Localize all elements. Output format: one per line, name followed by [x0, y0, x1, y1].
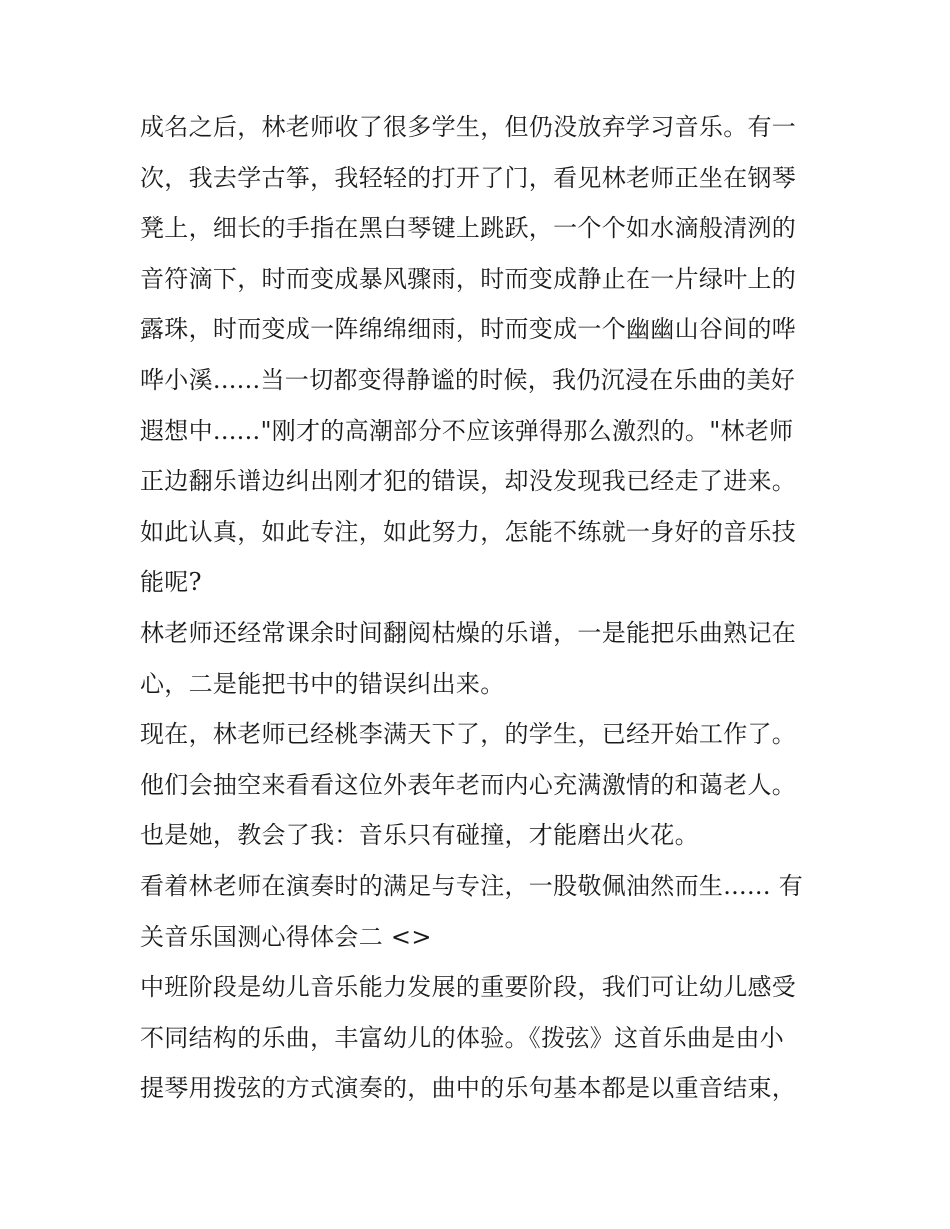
text-line: 中班阶段是幼儿音乐能力发展的重要阶段，我们可让幼儿感受 [140, 973, 797, 1002]
text-line: 他们会抽空来看看这位外表年老而内心充满激情的和蔼老人。 [140, 770, 797, 799]
text-line: 现在，林老师已经桃李满天下了，的学生，已经开始工作了。 [140, 720, 797, 749]
text-line: 提琴用拨弦的方式演奏的，曲中的乐句基本都是以重音结束， [140, 1074, 797, 1103]
text-line: 正边翻乐谱边纠出刚才犯的错误，却没发现我已经走了进来。 [140, 467, 797, 496]
text-line: 哗小溪......当一切都变得静谧的时候，我仍沉浸在乐曲的美好 [140, 365, 796, 394]
body-text [140, 102, 820, 1114]
text-line: 林老师还经常课余时间翻阅枯燥的乐谱，一是能把乐曲熟记在 [140, 618, 797, 647]
text-line: 能呢? [140, 568, 202, 597]
text-line: 遐想中......"刚才的高潮部分不应该弹得那么激烈的。"林老师 [140, 416, 794, 445]
text-line: 关音乐国测心得体会二 <> [140, 922, 432, 951]
text-line: 次，我去学古筝，我轻轻的打开了门，看见林老师正坐在钢琴 [140, 163, 797, 192]
text-line: 心，二是能把书中的错误纠出来。 [140, 669, 505, 698]
text-line: 看着林老师在演奏时的满足与专注，一股敬佩油然而生...... 有 [140, 871, 804, 900]
text-line: 也是她，教会了我：音乐只有碰撞，才能磨出火花。 [140, 821, 699, 850]
text-line: 露珠，时而变成一阵绵绵细雨，时而变成一个幽幽山谷间的哗 [140, 315, 797, 344]
text-line: 凳上，细长的手指在黑白琴键上跳跃，一个个如水滴般清洌的 [140, 214, 797, 243]
text-line: 音符滴下，时而变成暴风骤雨，时而变成静止在一片绿叶上的 [140, 264, 797, 293]
text-line: 成名之后，林老师收了很多学生，但仍没放弃学习音乐。有一 [140, 113, 797, 141]
text-line: 如此认真，如此专注，如此努力，怎能不练就一身好的音乐技 [140, 517, 797, 546]
text-line: 不同结构的乐曲，丰富幼儿的体验。《拨弦》这首乐曲是由小 [140, 1023, 785, 1052]
